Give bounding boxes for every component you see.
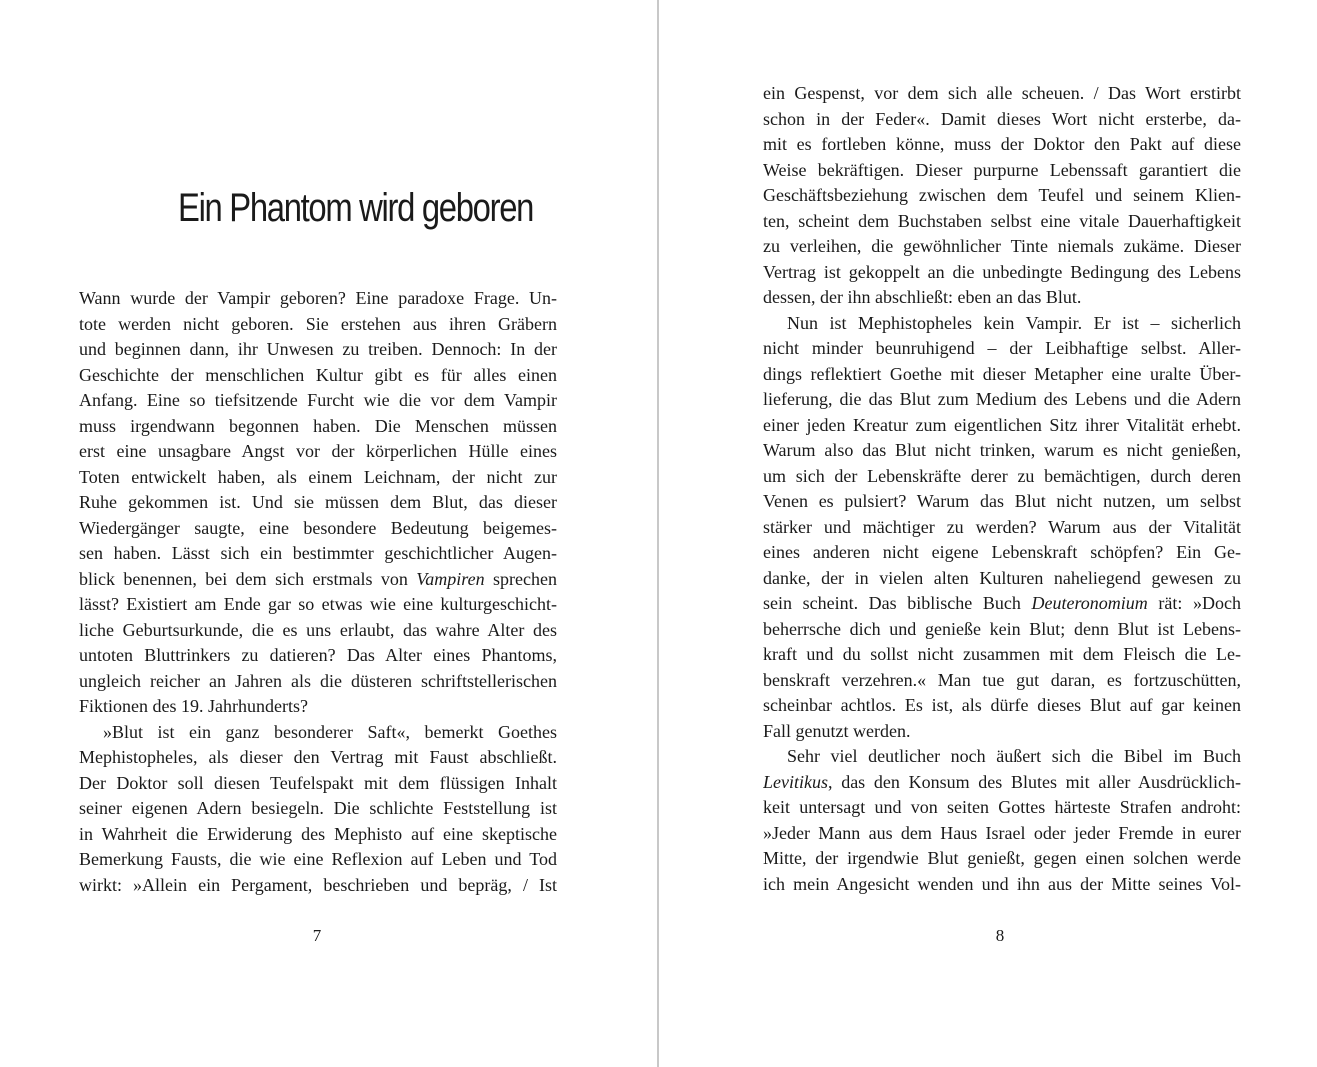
text-line: Sehr viel deutlicher noch äußert sich die Bibel im Buch bbox=[787, 746, 1241, 766]
text-line: Fiktionen des 19. Jahrhunderts? bbox=[79, 696, 308, 716]
text-line: Toten entwickelt haben, als einem Leichnam, der nicht zur bbox=[79, 466, 557, 487]
text-line: lieferung, die das Blut zum Medium des Lebens und die Adern bbox=[763, 389, 1241, 409]
text-line: nicht minder beunruhigend – der Leibhaftige selbst. Aller- bbox=[763, 338, 1241, 358]
page-gutter bbox=[657, 0, 659, 1067]
text-line: ein Gespenst, vor dem sich alle scheuen. / Das Wort erstirbt bbox=[763, 83, 1241, 103]
text-line: mit es fortleben könne, muss der Doktor den Pakt auf diese bbox=[763, 134, 1241, 154]
text-line: Wiedergänger saugte, eine besondere Bedeutung beigemes- bbox=[79, 517, 557, 538]
text-line: Anfang. Eine so tiefsitzende Furcht wie die vor dem Vampir bbox=[79, 390, 557, 410]
text-line: lässt? Existiert am Ende gar so etwas wie eine kulturgeschicht- bbox=[79, 594, 557, 614]
italic-title: Levitikus bbox=[763, 771, 828, 792]
text-line: Mitte, der irgendwie Blut genießt, gegen einen solchen werde bbox=[763, 848, 1241, 868]
right-page bbox=[660, 0, 1317, 1067]
text-line: Bemerkung Fausts, die wie eine Reflexion auf Leben und Tod bbox=[79, 849, 557, 869]
text-line: sen haben. Lässt sich ein bestimmter geschichtlicher Augen- bbox=[79, 543, 557, 563]
text-line bbox=[763, 770, 1241, 796]
text-line: beherrsche dich und genieße kein Blut; denn Blut ist Lebens- bbox=[763, 618, 1241, 639]
text-line: in Wahrheit die Erwiderung des Mephisto auf eine skeptische bbox=[79, 823, 557, 844]
text-segment: blick benennen, bei dem sich erstmals von bbox=[79, 568, 417, 589]
text-line: ten, scheint dem Buchstaben selbst eine vitale Dauerhaftigkeit bbox=[763, 210, 1241, 231]
text-line: Geschäftsbeziehung zwischen dem Teufel und seinem Klien- bbox=[763, 185, 1241, 205]
text-line: wirkt: »Allein ein Pergament, beschrieben und bepräg, / Ist bbox=[79, 874, 557, 895]
text-line: dessen, der ihn abschließt: eben an das Blut. bbox=[763, 287, 1082, 307]
italic-title: Deuteronomium bbox=[1031, 593, 1148, 613]
text-line: Fall genutzt werden. bbox=[763, 720, 911, 741]
text-line: Nun ist Mephistopheles kein Vampir. Er ist – sicherlich bbox=[787, 312, 1241, 333]
page-number: 8 bbox=[995, 926, 1005, 945]
left-page-text bbox=[79, 286, 557, 898]
text-line: Warum also das Blut nicht trinken, warum es nicht genießen, bbox=[763, 440, 1241, 460]
text-line: keit untersagt und von seiten Gottes härteste Strafen androht: bbox=[763, 797, 1241, 817]
text-line: um sich der Lebenskräfte derer zu bemächtigen, durch deren bbox=[763, 465, 1241, 486]
text-line: Ruhe gekommen ist. Und sie müssen dem Blut, das dieser bbox=[79, 492, 557, 512]
text-segment: sprechen bbox=[484, 568, 557, 589]
text-line: eines anderen nicht eigene Lebenskraft schöpfen? Ein Ge- bbox=[763, 542, 1241, 562]
text-line: Weise bekräftigen. Dieser purpurne Lebenssaft garantiert die bbox=[763, 159, 1241, 180]
text-line: erst eine unsagbare Angst vor der körperlichen Hülle eines bbox=[79, 441, 557, 461]
text-line: Wann wurde der Vampir geboren? Eine paradoxe Frage. Un- bbox=[79, 288, 557, 308]
text-line: dings reflektiert Goethe mit dieser Metapher eine uralte Über- bbox=[763, 363, 1241, 384]
text-line: kraft und du sollst nicht zusammen mit dem Fleisch die Le- bbox=[763, 644, 1241, 664]
text-line bbox=[79, 567, 557, 593]
text-line: Vertrag ist gekoppelt an die unbedingte Bedingung des Lebens bbox=[763, 261, 1241, 282]
page-number: 7 bbox=[312, 926, 322, 945]
text-line: einer jeden Kreatur zum eigentlichen Sitz ihrer Vitalität erhebt. bbox=[763, 414, 1241, 435]
text-line: zu verleihen, die gewöhnlicher Tinte niemals zukäme. Dieser bbox=[763, 236, 1241, 256]
text-line: scheinbar achtlos. Es ist, als dürfe dieses Blut auf gar keinen bbox=[763, 695, 1241, 715]
text-segment: rät: »Doch bbox=[1147, 593, 1241, 613]
text-line: tote werden nicht geboren. Sie erstehen aus ihren Gräbern bbox=[79, 313, 557, 334]
text-line: »Jeder Mann aus dem Haus Israel oder jeder Fremde in eurer bbox=[763, 822, 1241, 843]
text-line: muss irgendwann begonnen haben. Die Menschen müssen bbox=[79, 415, 557, 436]
text-line: seiner eigenen Adern besiegeln. Die schlichte Feststellung ist bbox=[79, 798, 557, 818]
text-line: Venen es pulsiert? Warum das Blut nicht nutzen, um selbst bbox=[763, 491, 1241, 511]
text-line: und beginnen dann, ihr Unwesen zu treiben. Dennoch: In der bbox=[79, 339, 557, 359]
text-line: Der Doktor soll diesen Teufelspakt mit dem flüssigen Inhalt bbox=[79, 772, 557, 793]
right-page-text bbox=[763, 81, 1241, 897]
chapter-title: Ein Phantom wird geboren bbox=[178, 186, 534, 230]
text-segment: sein scheint. Das biblische Buch bbox=[763, 593, 1032, 613]
text-line: stärker und mächtiger zu werden? Warum aus der Vitalität bbox=[763, 516, 1241, 537]
text-line: benskraft verzehren.« Man tue gut daran, es fortzuschütten, bbox=[763, 669, 1241, 690]
text-line: ungleich reicher an Jahren als die düsteren schriftstellerischen bbox=[79, 670, 557, 691]
text-segment: , das den Konsum des Blutes mit aller Ausdrücklich- bbox=[828, 771, 1241, 792]
italic-title: Vampiren bbox=[416, 568, 485, 589]
text-line: Geschichte der menschlichen Kultur gibt es für alles einen bbox=[79, 364, 557, 385]
text-line: untoten Bluttrinkers zu datieren? Das Alter eines Phantoms, bbox=[79, 645, 557, 665]
text-line bbox=[763, 591, 1241, 617]
text-line: schon in der Feder«. Damit dieses Wort nicht ersterbe, da- bbox=[763, 108, 1241, 129]
text-line: danke, der in vielen alten Kulturen naheliegend gewesen zu bbox=[763, 567, 1241, 588]
text-line: ich mein Angesicht wenden und ihn aus der Mitte seines Vol- bbox=[763, 873, 1241, 894]
text-line: »Blut ist ein ganz besonderer Saft«, bemerkt Goethes bbox=[103, 721, 557, 742]
text-line: Mephistopheles, als dieser den Vertrag mit Faust abschließt. bbox=[79, 747, 557, 767]
text-line: liche Geburtsurkunde, die es uns erlaubt, das wahre Alter des bbox=[79, 619, 557, 640]
left-page bbox=[0, 0, 656, 1067]
